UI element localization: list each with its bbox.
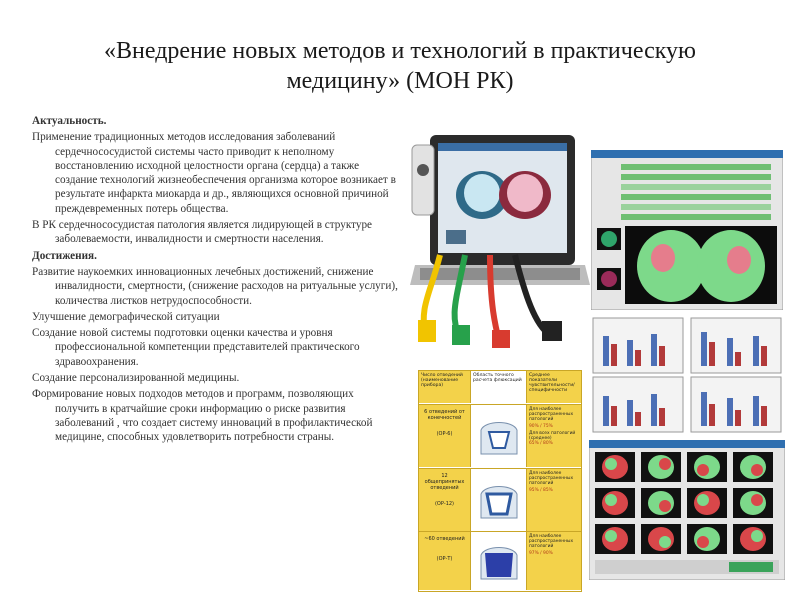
paragraph-personalized: Создание персонализированной медицины. — [32, 372, 240, 385]
section-heading-achievements: Достижения. — [32, 249, 97, 262]
torso-diagram-icon — [477, 480, 521, 520]
table-row-diagram — [471, 531, 527, 590]
table-row-device: (ОР-6) — [436, 430, 453, 437]
comparison-table-image — [418, 370, 582, 592]
stat-label: Для наиболее распространенных патологий — [529, 534, 574, 550]
section-heading-relevance: Актуальность. — [32, 115, 107, 127]
table-header-leads: Число отведений (наименование прибора) — [419, 371, 471, 403]
body-text — [32, 114, 400, 447]
paragraph-approaches: Формирование новых подходов методов и программ, позволяющих получить в кратчайшие сроки информацию о риске развития заболеваний , что создает систему инноваций в профилактической медицине, способных удовлетворить потребности страны. — [32, 388, 373, 444]
table-row — [419, 531, 471, 590]
stat-label: Для всех патологий (среднее) — [529, 430, 576, 441]
bar-charts-image — [591, 316, 783, 434]
paragraph-demography: Улучшение демографической ситуации — [32, 310, 220, 323]
paragraph-development: Развитие наукоемких инновационных лечебных достижений, снижение инвалидности, смертности, (снижение расходов на ритуальные услуги), количества листков нетрудоспособности. — [32, 265, 398, 307]
table-row-diagram — [471, 468, 527, 531]
table-header-area: Область точного расчета флюксаций — [471, 371, 527, 403]
stat-value: 97% / 90% — [529, 551, 553, 557]
table-row-stats — [527, 468, 581, 531]
laptop-ecg-device-photo — [410, 135, 590, 350]
stat-value: 90% / 75% — [529, 423, 553, 429]
table-row-leads: ~60 отведений — [424, 536, 465, 543]
table-row-device: (ОР-Т) — [436, 556, 453, 563]
table-row-device: (ОР-12) — [434, 500, 455, 507]
stat-value: 65% / 80% — [529, 440, 553, 446]
title-line-1: «Внедрение новых методов и технологий в практическую — [104, 38, 696, 64]
torso-diagram-icon — [477, 541, 521, 581]
software-screenshot-heart-grid — [589, 440, 785, 580]
stat-label: Для наиболее распространенных патологий — [529, 406, 574, 422]
table-row — [419, 468, 471, 531]
table-row-leads: 12 общепринятых отведений — [424, 472, 465, 491]
table-header-stats: Среднее показатели чувствительности/ специфичности — [527, 371, 581, 403]
software-screenshot-hearts — [591, 150, 783, 310]
table-row-stats — [527, 531, 581, 590]
stat-label: Для наиболее распространенных патологий — [529, 470, 574, 486]
paragraph-kz-pathology: В РК сердечнососудистая патология является лидирующей в структуре заболеваемости, инвалидности и смертности населения. — [32, 219, 372, 246]
paragraph-relevance: Применение традиционных методов исследования заболеваний сердечнососудистой системы часто приводит к неполному восстановлению исходной целостности органа (сердца) а также создание технологий жизнеобеспечения организма которое возникает в результате инфаркта миокарда и др., являющихся основной причиной преждевременных потерь общества. — [32, 131, 396, 215]
slide-title — [40, 36, 760, 96]
title-line-2: медицину» (МОН РК) — [286, 68, 514, 94]
torso-diagram-icon — [477, 416, 521, 456]
stat-value: 95% / 85% — [529, 487, 553, 493]
paragraph-training: Создание новой системы подготовки оценки качества и уровня профессиональной компетенции представителей практического здравоохранения. — [32, 327, 360, 368]
table-row-diagram — [471, 404, 527, 467]
table-row — [419, 404, 471, 467]
table-row-leads: 6 отведений от конечностей — [424, 408, 465, 421]
table-row-stats — [527, 404, 581, 467]
